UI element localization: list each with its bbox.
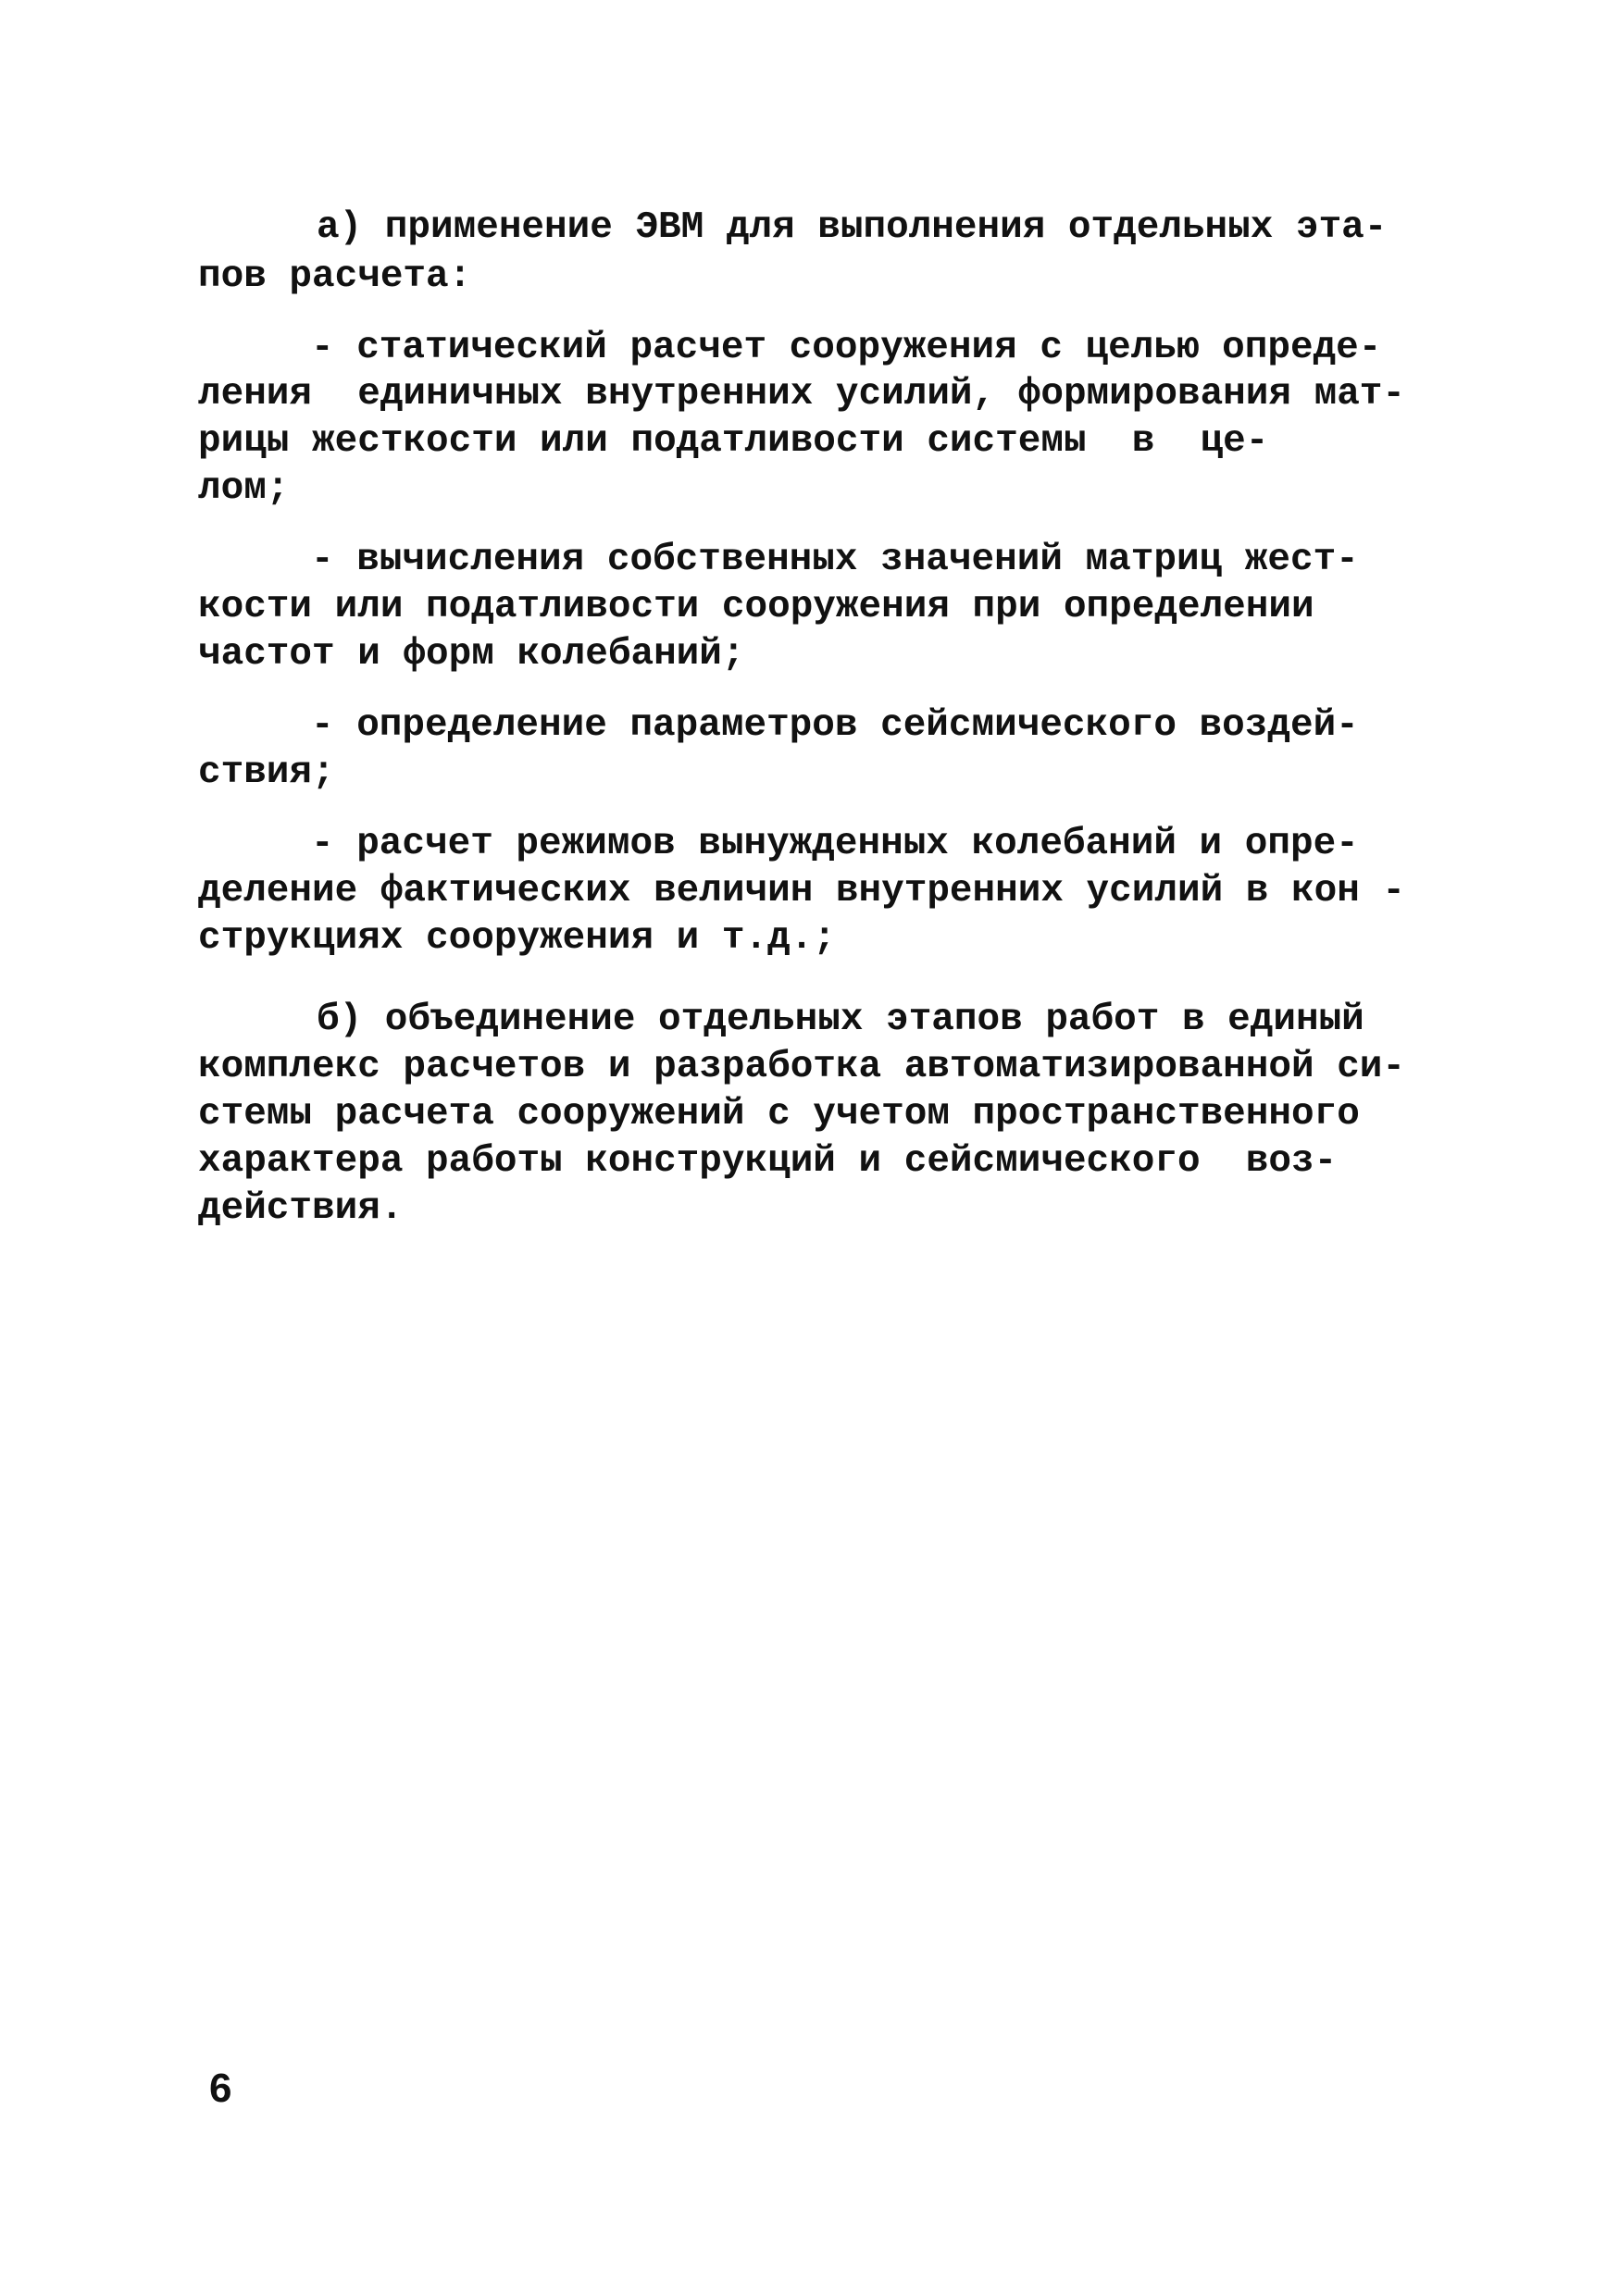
page-number: 6 [209,2066,232,2111]
text-line: стемы расчета сооружений с учетом пространственного [198,1093,1360,1136]
text-line: - статический расчет сооружения с целью опреде- [311,327,1382,369]
text-line: частот и форм колебаний; [198,633,745,676]
text-line: - определение параметров сейсмического воздей- [311,704,1359,747]
text-line: кости или податливости сооружения при определении [198,586,1314,628]
text-line: рицы жесткости или податливости системы в це- [198,420,1269,463]
text-line: характера работы конструкций и сейсмического воз- [198,1140,1338,1183]
text-line: пов расчета: [198,255,472,298]
text-line: а) применение ЭВМ для выполнения отдельных эта- [317,206,1388,249]
text-line: б) объединение отдельных этапов работ в единый [317,999,1364,1041]
text-line: - расчет режимов вынужденных колебаний и опре- [311,823,1359,865]
text-line: деление фактических величин внутренних усилий в кон - [198,870,1406,912]
text-line: комплекс расчетов и разработка автоматизированной си- [198,1046,1406,1088]
text-line: ствия; [198,751,335,794]
text-line: струкциях сооружения и т.д.; [198,917,836,960]
text-line: ления единичных внутренних усилий, формирования мат- [198,373,1406,416]
text-line: - вычисления собственных значений матриц жест- [311,539,1359,581]
text-line: лом; [198,467,290,510]
text-line: действия. [198,1187,404,1230]
